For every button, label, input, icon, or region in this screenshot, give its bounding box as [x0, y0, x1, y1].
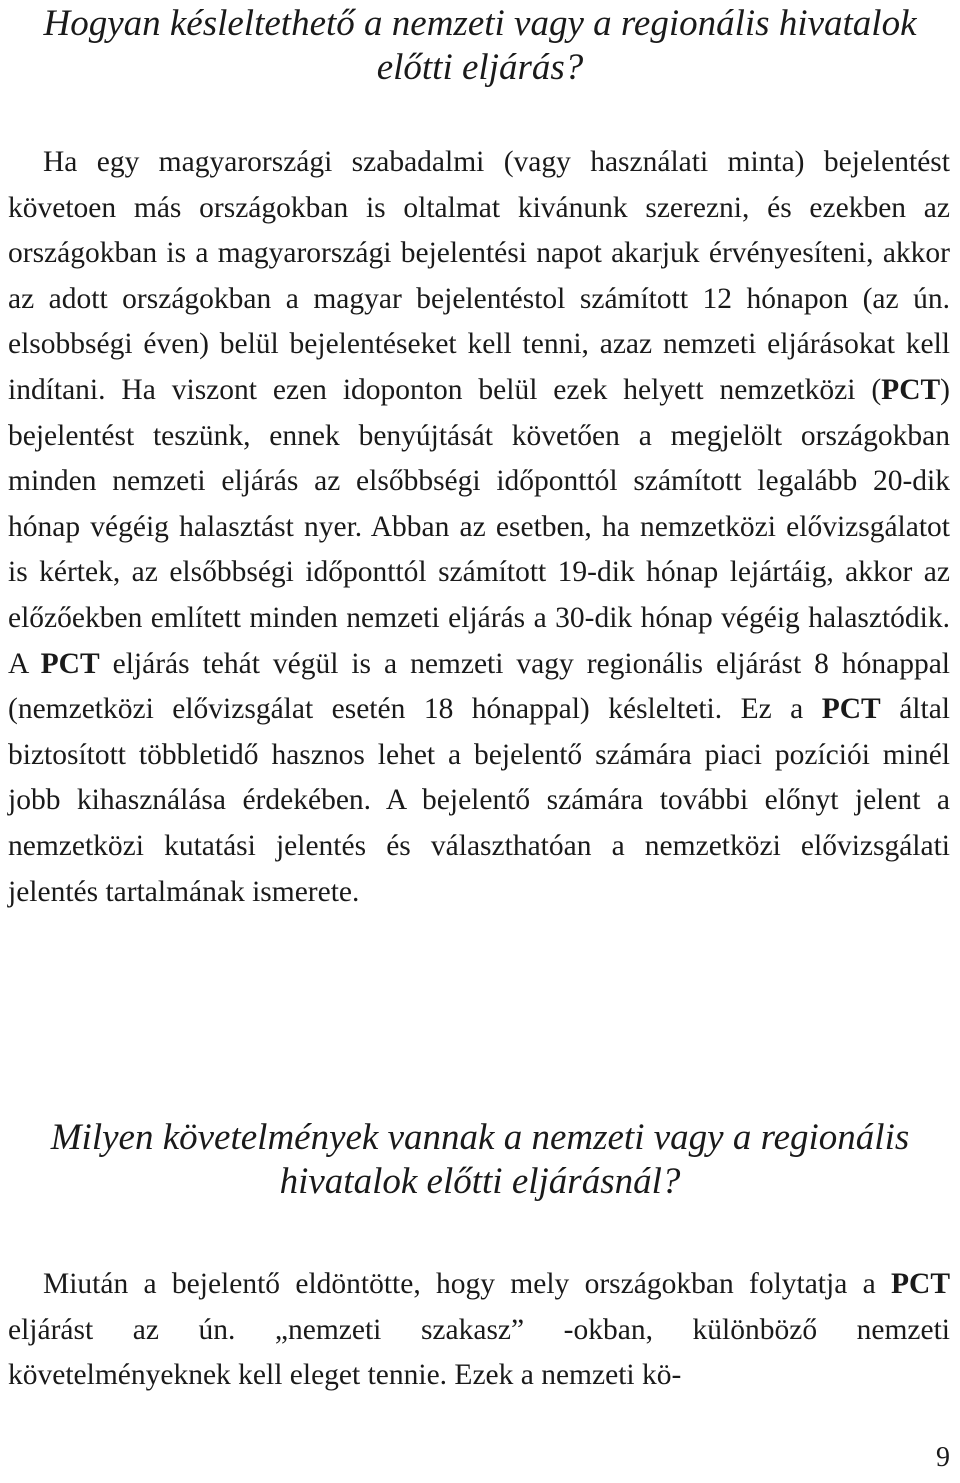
pct-term: PCT	[891, 1268, 950, 1300]
pct-term: PCT	[881, 373, 941, 406]
paragraph-text: által biztosított többletidő hasznos lehet a bejelentő számára piaci pozíciói minél jobb kihasználása érdekében. A bejelentő számára további előnyt jelent a nemzetközi kutatási jelentés és választhatóan a nemzetközi elővizsgálati jelentés tartalmának ismerete.	[8, 693, 950, 908]
section-heading-requirements: Milyen követelmények vannak a nemzeti vagy a regionális hivatalok előtti eljárásnál?	[50, 1117, 910, 1202]
paragraph-requirements	[8, 1262, 950, 1399]
paragraph-text: eljárás tehát végül is a nemzeti vagy regionális eljárást 8 hónappal (nemzetközi elővizsgálat esetén 18 hónappal) késlelteti. Ez a	[8, 647, 950, 726]
paragraph-text: eljárást az ún. „nemzeti szakasz” -okban, különböző nemzeti követelményeknek kell eleget tennie. Ezek a nemzeti kö-	[8, 1313, 950, 1392]
section-heading-delay: Hogyan késleltethető a nemzeti vagy a regionális hivatalok előtti eljárás?	[43, 3, 917, 88]
page-number: 9	[936, 1442, 950, 1473]
paragraph-text: Miután a bejelentő eldöntötte, hogy mely országokban folytatja a	[43, 1268, 891, 1300]
paragraph-text: ) bejelentést teszünk, ennek benyújtását követően a megjelölt országokban minden nemzeti eljárás az elsőbbségi időponttól számított legalább 20-dik hónap végéig halasztást nyer. Abban az esetben, ha nemzetközi elővizsgálatot is kértek, az elsőbbségi időponttól számított 19-dik hónap lejártáig, akkor az előzőekben említett minden nemzeti eljárás a 30-dik hónap végéig halasztódik. A	[8, 373, 950, 680]
pct-term: PCT	[821, 693, 881, 726]
pct-term: PCT	[40, 647, 100, 680]
paragraph-text: Ha egy magyarországi szabadalmi (vagy használati minta) bejelentést követoen más országokban is oltalmat kivánunk szerezni, és ezekben az országokban is a magyarországi bejelentési napot akarjuk érvényesíteni, akkor az adott országokban a magyar bejelentéstol számított 12 hónapon (az ún. elsobbségi éven) belül bejelentéseket kell tenni, azaz nemzeti eljárásokat kell indítani. Ha viszont ezen idoponton belül ezek helyett nemzetközi (	[8, 146, 950, 406]
paragraph-delay-explanation	[8, 140, 950, 915]
